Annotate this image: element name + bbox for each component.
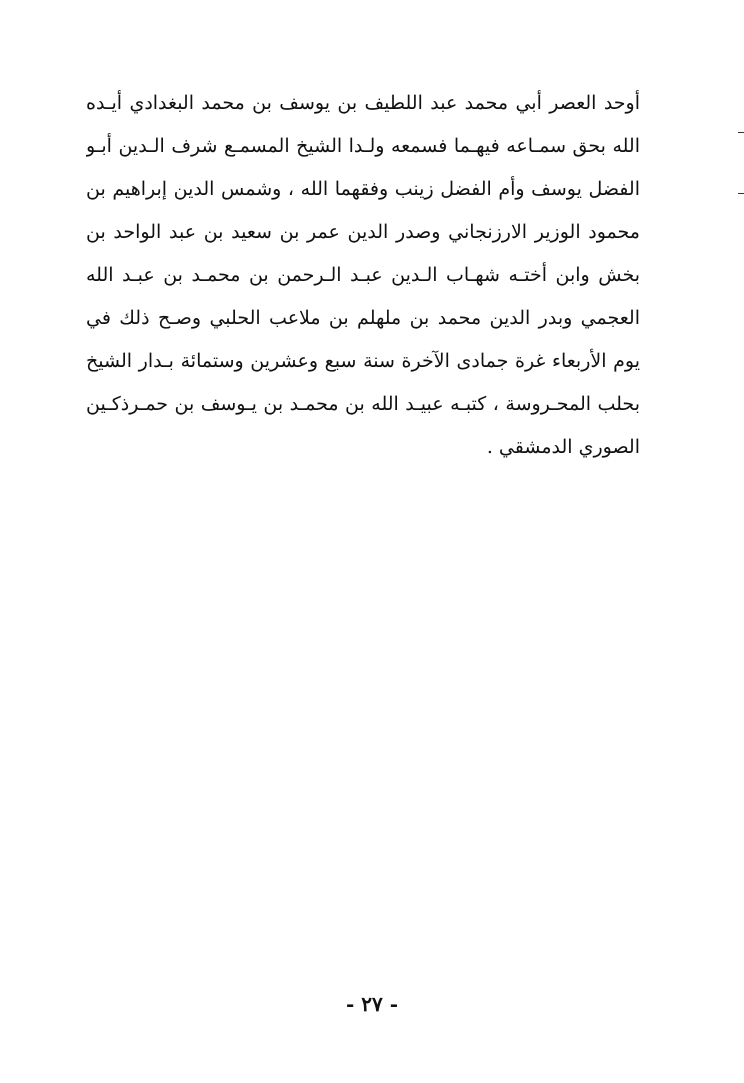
- text-line: العجمي وبدر الدين محمد بن ملهلم بن ملاعب الحلبي وصـح ذلك في: [86, 307, 640, 329]
- text-line: بخش وابن أختـه شهـاب الـدين عبـد الـرحمن بن محمـد بن عبـد الله: [86, 264, 640, 286]
- page-number: - ٢٧ -: [345, 992, 398, 1016]
- text-line: الله بحق سمـاعه فيهـما فسمعه ولـدا الشيخ المسمـع شرف الـدين أبـو: [86, 135, 640, 157]
- text-line: الفضل يوسف وأم الفضل زينب وفقهما الله ، وشمس الدين إبراهيم بن: [86, 178, 640, 200]
- text-line: محمود الوزير الارزنجاني وصدر الدين عمر بن سعيد بن عبد الواحد بن: [86, 221, 640, 243]
- body-text: [86, 82, 640, 469]
- text-line: يوم الأربعاء غرة جمادى الآخرة سنة سبع وعشرين وستمائة بـدار الشيخ: [86, 350, 640, 372]
- edge-mark: [738, 132, 744, 133]
- edge-mark: [738, 193, 744, 194]
- text-line: بحلب المحـروسة ، كتبـه عبيـد الله بن محمـد بن يـوسف بن حمـرذكـين: [86, 393, 640, 415]
- text-line: الصوري الدمشقي .: [486, 436, 640, 458]
- text-line: أوحد العصر أبي محمد عبد اللطيف بن يوسف بن محمد البغدادي أيـده: [86, 92, 640, 114]
